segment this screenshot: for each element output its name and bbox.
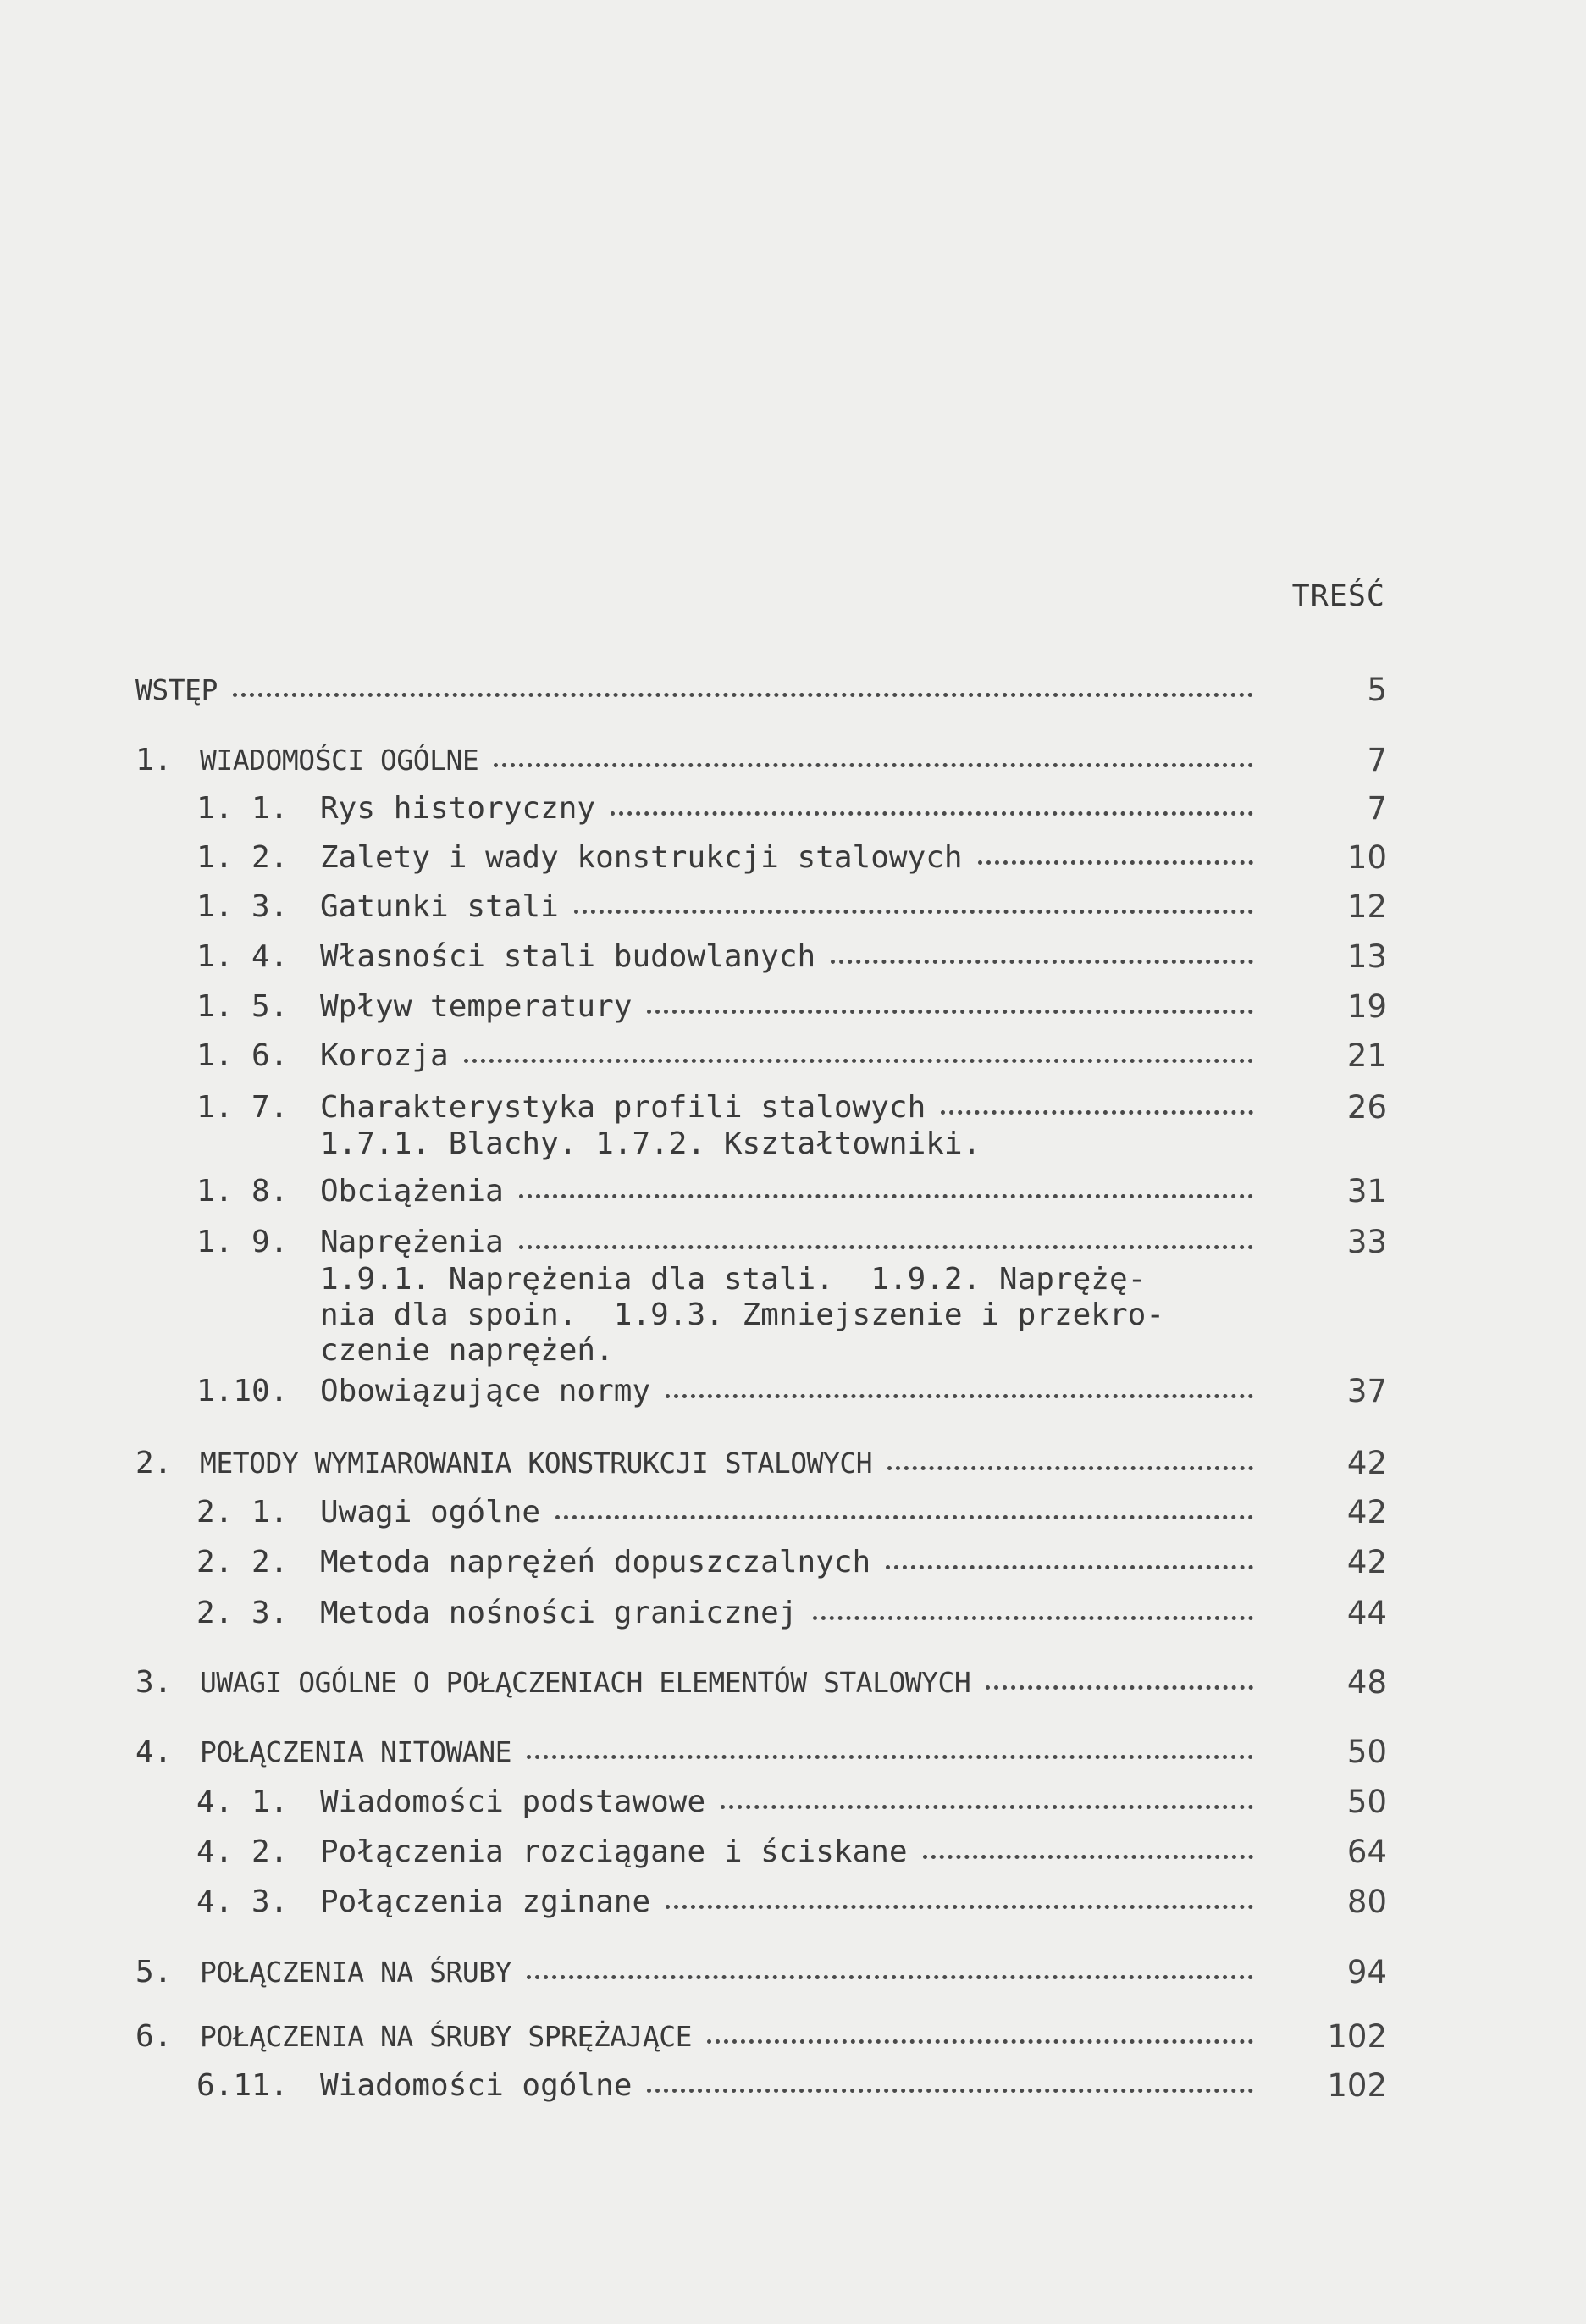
entry-page-number: 50 — [1346, 1784, 1387, 1820]
dot-leader — [666, 1898, 1253, 1909]
entry-title: Metoda naprężeń dopuszczalnych — [320, 1545, 871, 1580]
entry-subsections: 1.7.1. Blachy. 1.7.2. Kształtowniki. — [320, 1126, 981, 1161]
dot-leader — [464, 1052, 1253, 1063]
entry-title: POŁĄCZENIA NITOWANE — [200, 1735, 511, 1768]
dot-leader — [666, 1387, 1253, 1398]
entry-number: 6. — [135, 2019, 173, 2054]
page-title: TREŚĆ — [1291, 579, 1385, 613]
dot-leader — [721, 1798, 1253, 1809]
entry-title: UWAGI OGÓLNE O POŁĄCZENIACH ELEMENTÓW STALOWYCH — [200, 1666, 971, 1699]
entry-page-number: 48 — [1346, 1664, 1387, 1701]
entry-number: 2. 3. — [196, 1596, 289, 1630]
entry-page-number: 7 — [1367, 790, 1387, 827]
entry-subsections: 1.9.1. Naprężenia dla stali. 1.9.2. Naprężę- — [320, 1262, 1147, 1297]
entry-number: 3. — [135, 1665, 173, 1700]
entry-title: Połączenia zginane — [320, 1884, 651, 1919]
entry-page-number: 64 — [1346, 1834, 1387, 1870]
dot-leader — [527, 1968, 1253, 1979]
dot-leader — [647, 1003, 1253, 1014]
dot-leader — [494, 756, 1253, 767]
entry-number: 1. 6. — [196, 1038, 289, 1073]
entry-title: POŁĄCZENIA NA ŚRUBY SPRĘŻAJĄCE — [200, 2020, 693, 2053]
entry-title: Metoda nośności granicznej — [320, 1596, 798, 1630]
dot-leader — [986, 1679, 1253, 1690]
dot-leader — [887, 1459, 1253, 1470]
entry-title: WIADOMOŚCI OGÓLNE — [200, 744, 479, 777]
dot-leader — [519, 1238, 1253, 1249]
entry-title: METODY WYMIAROWANIA KONSTRUKCJI STALOWYCH — [200, 1447, 873, 1480]
entry-page-number: 50 — [1346, 1734, 1387, 1770]
dot-leader — [519, 1187, 1253, 1198]
entry-number: 2. 2. — [196, 1545, 289, 1580]
entry-page-number: 12 — [1346, 888, 1387, 925]
entry-title: WSTĘP — [135, 673, 218, 706]
entry-subsections: czenie naprężeń. — [320, 1333, 614, 1368]
dot-leader — [831, 953, 1253, 964]
entry-subsections: nia dla spoin. 1.9.3. Zmniejszenie i przekro- — [320, 1298, 1164, 1332]
entry-page-number: 10 — [1346, 839, 1387, 876]
dot-leader — [555, 1508, 1253, 1519]
dot-leader — [611, 805, 1253, 816]
entry-page-number: 26 — [1346, 1089, 1387, 1126]
entry-number: 1. 5. — [196, 989, 289, 1024]
dot-leader — [707, 2033, 1253, 2044]
entry-title: Połączenia rozciągane i ściskane — [320, 1834, 908, 1869]
entry-title: Charakterystyka profili stalowych — [320, 1090, 926, 1125]
entry-number: 1. 9. — [196, 1225, 289, 1259]
entry-page-number: 19 — [1346, 988, 1387, 1025]
entry-number: 1. 4. — [196, 939, 289, 974]
entry-number: 1. — [135, 743, 173, 777]
entry-number: 1.10. — [196, 1374, 289, 1408]
entry-title: Wiadomości podstawowe — [320, 1784, 706, 1819]
entry-page-number: 33 — [1346, 1224, 1387, 1260]
entry-title: Wpływ temperatury — [320, 989, 633, 1024]
entry-number: 2. — [135, 1446, 173, 1480]
entry-page-number: 44 — [1346, 1595, 1387, 1631]
entry-number: 1. 7. — [196, 1090, 289, 1125]
entry-page-number: 5 — [1367, 672, 1387, 708]
entry-title: Uwagi ogólne — [320, 1495, 541, 1530]
entry-title: Wiadomości ogólne — [320, 2068, 633, 2103]
entry-page-number: 37 — [1346, 1373, 1387, 1409]
entry-number: 4. 2. — [196, 1834, 289, 1869]
entry-number: 1. 1. — [196, 791, 289, 826]
entry-number: 4. 3. — [196, 1884, 289, 1919]
entry-title: Rys historyczny — [320, 791, 596, 826]
dot-leader — [923, 1848, 1253, 1859]
entry-page-number: 7 — [1367, 742, 1387, 778]
entry-number: 1. 3. — [196, 889, 289, 924]
entry-page-number: 13 — [1346, 938, 1387, 975]
dot-leader — [647, 2082, 1253, 2093]
entry-number: 1. 8. — [196, 1174, 289, 1209]
entry-number: 1. 2. — [196, 840, 289, 875]
entry-page-number: 102 — [1327, 2067, 1387, 2104]
dot-leader — [941, 1104, 1253, 1115]
entry-number: 4. 1. — [196, 1784, 289, 1819]
entry-title: Obciążenia — [320, 1174, 504, 1209]
entry-page-number: 102 — [1327, 2018, 1387, 2055]
entry-page-number: 94 — [1346, 1954, 1387, 1990]
entry-title: Zalety i wady konstrukcji stalowych — [320, 840, 963, 875]
entry-page-number: 80 — [1346, 1884, 1387, 1920]
entry-title: Gatunki stali — [320, 889, 559, 924]
dot-leader — [978, 854, 1253, 865]
entry-title: Obowiązujące normy — [320, 1374, 651, 1408]
dot-leader — [886, 1558, 1253, 1569]
entry-page-number: 42 — [1346, 1494, 1387, 1530]
entry-number: 6.11. — [196, 2068, 289, 2103]
entry-title: POŁĄCZENIA NA ŚRUBY — [200, 1956, 511, 1989]
dot-leader — [527, 1748, 1253, 1759]
entry-page-number: 31 — [1346, 1173, 1387, 1209]
entry-page-number: 42 — [1346, 1445, 1387, 1481]
entry-number: 5. — [135, 1955, 173, 1989]
entry-title: Naprężenia — [320, 1225, 504, 1259]
entry-number: 4. — [135, 1735, 173, 1769]
entry-page-number: 21 — [1346, 1038, 1387, 1074]
entry-number: 2. 1. — [196, 1495, 289, 1530]
dot-leader — [813, 1609, 1253, 1620]
entry-title: Własności stali budowlanych — [320, 939, 816, 974]
entry-page-number: 42 — [1346, 1544, 1387, 1580]
dot-leader — [574, 903, 1253, 914]
entry-title: Korozja — [320, 1038, 449, 1073]
dot-leader — [233, 686, 1253, 697]
